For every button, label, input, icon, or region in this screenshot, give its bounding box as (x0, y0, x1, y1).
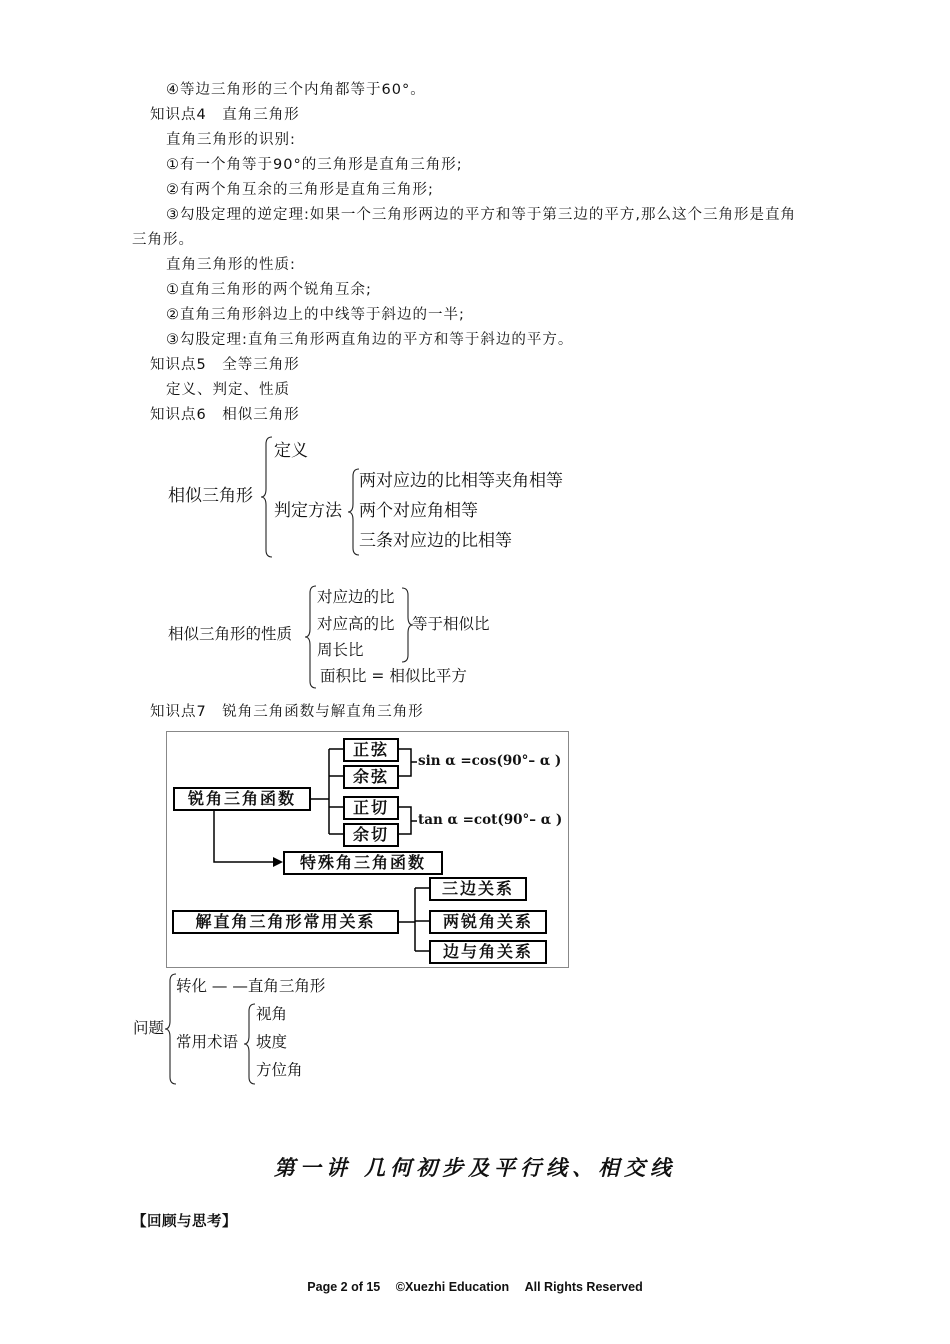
sin-cos-formula: sin α =cos(90°– α ) (418, 753, 562, 769)
text-line: ①有一个角等于90°的三角形是直角三角形; (166, 157, 463, 173)
text-line: 直角三角形的识别: (166, 132, 296, 148)
problem-root-label: 问题 (133, 1019, 165, 1037)
similar-judge-label: 判定方法 (274, 501, 342, 521)
lecture-title: 第一讲 几何初步及平行线、相交线 (273, 1156, 677, 1180)
trig-diagram (166, 731, 569, 968)
property-root-label: 相似三角形的性质 (168, 625, 293, 643)
problem-convert-label: 转化 — —直角三角形 (176, 977, 326, 995)
rights-text: All Rights Reserved (524, 1280, 643, 1294)
text-line: 三角形。 (132, 232, 194, 248)
text-line: ①直角三角形的两个锐角互余; (166, 282, 372, 298)
sine-box: 正弦 (343, 738, 399, 762)
text-line: ②有两个角互余的三角形是直角三角形; (166, 182, 434, 198)
side-angle-box: 边与角关系 (429, 940, 547, 964)
text-line: ③勾股定理:直角三角形两直角边的平方和等于斜边的平方。 (166, 332, 574, 348)
tan-cot-formula: tan α =cot(90°– α ) (418, 812, 563, 828)
brace-icon (243, 1003, 257, 1085)
similar-method-item: 两对应边的比相等夹角相等 (359, 471, 563, 491)
term-item: 坡度 (256, 1033, 288, 1051)
similar-root-label: 相似三角形 (168, 486, 253, 506)
brace-icon (304, 585, 318, 689)
solve-right-triangle-box: 解直角三角形常用关系 (172, 910, 399, 934)
page-number: Page 2 of 15 (307, 1280, 381, 1294)
text-line: ④等边三角形的三个内角都等于60°。 (166, 82, 426, 98)
special-angles-box: 特殊角三角函数 (283, 851, 443, 875)
review-heading: 【回顾与思考】 (132, 1214, 237, 1230)
text-line: 定义、判定、性质 (166, 382, 290, 398)
similar-method-item: 三条对应边的比相等 (359, 531, 512, 551)
section-heading: 知识点6 相似三角形 (150, 407, 300, 423)
text-line: 直角三角形的性质: (166, 257, 296, 273)
two-acute-angles-box: 两锐角关系 (429, 910, 547, 934)
property-area-label: 面积比 = 相似比平方 (320, 667, 467, 685)
property-item: 周长比 (317, 641, 364, 659)
three-sides-box: 三边关系 (429, 877, 527, 901)
brace-icon (260, 436, 274, 558)
cosine-box: 余弦 (343, 765, 399, 789)
section-heading: 知识点7 锐角三角函数与解直角三角形 (150, 704, 424, 720)
property-equals-label: 等于相似比 (412, 615, 490, 633)
text-line: ③勾股定理的逆定理:如果一个三角形两边的平方和等于第三边的平方,那么这个三角形是直角 (166, 207, 796, 223)
copyright-text: ©Xuezhi Education (395, 1280, 510, 1294)
page-footer (0, 1280, 950, 1294)
trig-functions-box: 锐角三角函数 (173, 787, 311, 811)
term-item: 方位角 (256, 1061, 303, 1079)
similar-method-item: 两个对应角相等 (359, 501, 478, 521)
property-item: 对应边的比 (317, 588, 395, 606)
similar-definition-label: 定义 (274, 441, 308, 461)
property-item: 对应高的比 (317, 615, 395, 633)
tangent-box: 正切 (343, 796, 399, 820)
text-line: ②直角三角形斜边上的中线等于斜边的一半; (166, 307, 465, 323)
section-heading: 知识点4 直角三角形 (150, 107, 300, 123)
term-item: 视角 (256, 1005, 288, 1023)
section-heading: 知识点5 全等三角形 (150, 357, 300, 373)
problem-terms-label: 常用术语 (176, 1033, 239, 1051)
cotangent-box: 余切 (343, 823, 399, 847)
